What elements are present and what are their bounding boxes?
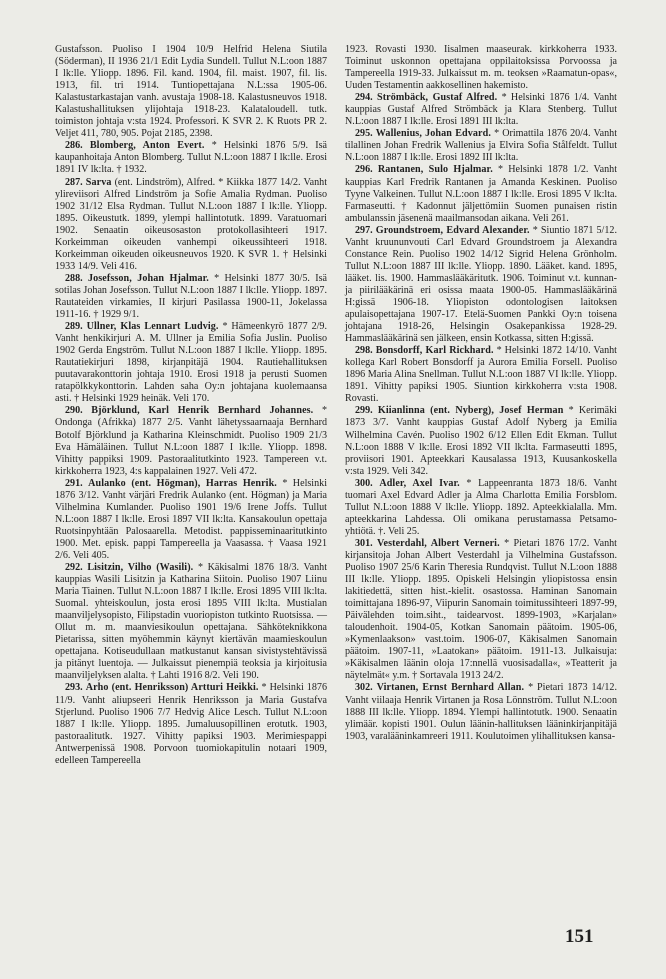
entry-number: 287. bbox=[65, 176, 83, 188]
biography-entry bbox=[345, 92, 617, 128]
entry-name: Strömbäck, Gustaf Alfred. bbox=[376, 92, 498, 104]
entry-text: * Helsinki 1872 14/10. Vanht kollega Karl Robert Bonsdorff ja Aurora Emilia Forsell. Puoliso 1896 Maria Alina Snellman. Tullut N.L:oon 1887 VI lk:lle. Yliopp. 1891. Vihitty papiksi 1905. Siuntion kirkkoherra v:sta 1908. Rovasti. bbox=[345, 345, 617, 405]
entry-name: Ullner, Klas Lennart Ludvig. bbox=[86, 321, 219, 333]
entry-number: 289. bbox=[65, 321, 83, 333]
entry-text: * Orimattila 1876 20/4. Vanht tilallinen Johan Fredrik Wallenius ja Elvira Sofia Stålfeldt. Tullut N.L:oon 1887 I lk:lle. Erosi 1892 III lk:lta. bbox=[345, 128, 617, 164]
entry-continuation bbox=[345, 44, 617, 92]
entry-number: 302. bbox=[355, 682, 373, 694]
entry-name: Groundstroem, Edvard Alexander. bbox=[375, 224, 530, 236]
entry-number: 292. bbox=[65, 562, 83, 574]
entry-text: * Hämeenkyrö 1877 2/9. Vanht henkikirjuri A. M. Ullner ja Emilia Sofia Juslin. Puoliso 1902 Gerda Engström. Tullut N.L:oon 1887 I lk:lle. Yliopp. 1895. Rautatiekirjuri 1898, kirjanpitäjä 1904. Rautiehallituksen puutavarakonttorin johtaja 1910. Erosi 1918 ja perusti Suomen ratapölkkykonttorin. Lahden saha Oy:n johtajana kuolemaansa asti. † Helsinki 1929 heinäk. Veli 170. bbox=[55, 321, 327, 405]
entry-number: 296. bbox=[355, 164, 373, 176]
biography-entry bbox=[345, 538, 617, 683]
entry-number: 288. bbox=[65, 272, 83, 284]
right-column bbox=[345, 44, 617, 743]
page-number: 151 bbox=[565, 926, 594, 947]
entry-number: 298. bbox=[355, 345, 373, 357]
entry-number: 286. bbox=[65, 140, 83, 152]
entry-name: Björklund, Karl Henrik Bernhard Johannes. bbox=[91, 405, 314, 417]
entry-text: * Helsinki 1877 30/5. Isä sotilas Johan Josefsson. Tullut N.L:oon 1887 I lk:lle. Yliopp. 1897. Rautateiden virkamies, II kirjuri Pasilassa 1900-11, Jokelassa 1911-16. † 1929 9/1. bbox=[55, 272, 327, 321]
entry-text: * Helsinki 1876 5/9. Isä kaupanhoitaja Anton Blomberg. Tullut N.L:oon 1887 I lk:lle. Erosi 1891 IV lk:lta. † 1932. bbox=[55, 140, 327, 176]
entry-name: Vesterdahl, Albert Verneri. bbox=[377, 537, 500, 549]
entry-name: Virtanen, Ernst Bernhard Allan. bbox=[376, 682, 525, 694]
entry-name: Lisitzin, Vilho (Wasili). bbox=[87, 562, 194, 574]
entry-name: Sarva bbox=[85, 176, 112, 188]
entry-number: 299. bbox=[355, 405, 373, 417]
biography-entry bbox=[345, 345, 617, 405]
entry-name: Josefsson, Johan Hjalmar. bbox=[87, 272, 209, 284]
entry-text: 1923. Rovasti 1930. Iisalmen maaseurak. kirkkoherra 1933. Toiminut uskonnon opettajana oppilaitoksissa Porvoossa ja Tampereella 1919-33. Julkaissut m. m. teoksen »Raamatun-opas«, Uuden Testamentin aakkosellinen hakemisto. bbox=[345, 44, 617, 92]
entry-text: * Helsinki 1878 1/2. Vanht kauppias Karl Fredrik Rantanen ja Amanda Keskinen. Puoliso Tyyne Valkeinen. Tullut N.L:oon 1887 I lk:lle. Erosi 1895 V lk:lta. Farmaseutti. † Kadonnut jäljettömiin Suomen punaisen ristin ambulanssin jäsenenä maailmansodan aikana. Veli 261. bbox=[345, 164, 618, 224]
entry-name: Rantanen, Sulo Hjalmar. bbox=[377, 164, 493, 176]
entry-text: * Käkisalmi 1876 18/3. Vanht kauppias Wasili Lisitzin ja Katharina Siitoin. Puoliso 1907 Liinu Maria Tiainen. Tullut N.L:oon 1887 I lk:lle. Erosi 1895 VIII lk:lta. Suomal. yhteiskoulun, josta erosi 1895 VIII lk:lta. Mustialan maanviljelysopisto, Filipstadin vuoriopiston tutkinto Ruotsissa. — Ollut m. m. maanviesikoulun opettajana. Sähköteknikkona Pietarissa, sitten myöhemmin käynyt kiertävän maamieskoulun opettajana. Kotiseudullaan matkustanut kansan sivistystehtävissä ja pitänyt luentoja. — Julkaissut pienempiä teoksia ja kirjoitusia maanviljelyksen alalta. † Lahti 1916 8/2. Veli 190. bbox=[55, 562, 328, 682]
biography-entry bbox=[55, 682, 327, 766]
entry-number: 295. bbox=[355, 128, 373, 140]
entry-name: Kiianlinna (ent. Nyberg), Josef Herman bbox=[377, 405, 564, 417]
left-column bbox=[55, 44, 327, 767]
entry-text: Gustafsson. Puoliso I 1904 10/9 Helfrid Helena Siutila (Söderman), II 1936 21/1 Edit Lydia Sundell. Tullut N.L:oon 1887 I lk:lle. Yliopp. 1896. Fil. kand. 1904, fil. maist. 1907, fil. lis. 1913, fil. tri 1914. Tuntiopettajana N.L:ssa 1905-06. Kalastustarkastajan vanh. avustaja 1908-18. Kalastusneuvos 1918. Kalastushallituksen ylijohtaja 1918-23. Kalataloudell. tutk. toimiston johtaja v:sta 1924. Professori. K SVR 2. K Ruots PR 2. Veljet 411, 780, 905. Pojat 2185, 2398. bbox=[55, 44, 327, 140]
entry-text: * Helsinki 1876 3/12. Vanht värjäri Fredrik Aulanko (ent. Högman) ja Maria Vilhelmina Kumlander. Puoliso 1901 19/6 Irene Joffs. Tullut N.L:oon 1887 I lk:lle. Erosi 1897 VII lk:lta. Kansakoulun opettaja Ruotsinpyhtään Palosaarella. Metodist. pappisseminaaritutkinto 1900. Met. episk. pappi Tampereella ja Vaasassa. † Vaasa 1921 2/6. Veli 405. bbox=[55, 477, 328, 561]
entry-number: 300. bbox=[355, 477, 373, 489]
entry-name: Blomberg, Anton Evert. bbox=[89, 140, 205, 152]
biography-entry bbox=[55, 478, 327, 562]
biography-entry bbox=[345, 405, 617, 477]
biography-entry bbox=[55, 273, 327, 321]
biography-entry bbox=[55, 405, 327, 477]
entry-number: 294. bbox=[355, 92, 373, 104]
entry-name: Aulanko (ent. Högman), Harras Henrik. bbox=[88, 477, 277, 489]
entry-number: 293. bbox=[65, 682, 83, 694]
entry-number: 297. bbox=[355, 224, 373, 236]
biography-entry bbox=[345, 225, 617, 345]
entry-text: * Kerimäki 1873 3/7. Vanht kauppias Gustaf Adolf Nyberg ja Emilia Wilhelmina Cavén. Puoliso 1902 6/12 Ellen Edit Ekman. Tullut N.L:oon 1888 V lk:lle. Erosi 1892 VII lk:lta. Farmaseutti 1895, proviisori 1901. Apteekkari Kausalassa 1913, Kuusankoskella v:sta 1929. Veli 342. bbox=[345, 405, 617, 477]
entry-text: (ent. Lindström), Alfred. * Kiikka 1877 14/2. Vanht ylireviisori Alfred Lindström ja Sofie Amalia Rydman. Puoliso 1902 31/12 Elsa Rydman. Tullut N.L:oon 1887 I lk:lle. Yliopp. 1895. Oikeustutk. 1899, ylempi hallintotutk. 1899. Varatuomari 1902. Senaatin oikeusosaston protokollasihteeri 1917. Korkeimman oikeuden vanhempi oikeussihteeri 1918. Korkeimman oikeuden oikeusneuvos 1920. K SVR 1. † Helsinki 1933 14/9. Veli 416. bbox=[55, 176, 328, 272]
entry-text: * Lappeenranta 1873 18/6. Vanht tuomari Axel Edvard Adler ja Alma Charlotta Emilia Forsblom. Tullut N.L:oon 1888 V lk:lle. Yliopp. 1892. Apteekkialalla. Mm. apteekkarina Lahdessa. Oli omikana perustamassa Petsamo-yhtiötä. †. Veli 25. bbox=[345, 477, 617, 537]
biography-entry bbox=[55, 177, 327, 273]
biography-entry bbox=[55, 562, 327, 682]
entry-text: * Ondonga (Afrikka) 1877 2/5. Vanht lähetyssaarnaaja Bernhard Botolf Björklund ja Katharina Kleinschmidt. Puoliso 1909 21/3 Eva Hämäläinen. Tullut N.L:oon 1887 I lk:lle. Yliopp. 1898. Vihitty pappiksi 1909. Pastoraalitutkinto 1923. Tampereen v.t. kirkkoherra 1923, 4:s kappalainen 1927. Veli 472. bbox=[55, 405, 327, 477]
entry-text: * Helsinki 1876 11/9. Vanht aliupseeri Henrik Henriksson ja Maria Gustafva Stjerlund. Puoliso 1906 7/7 Hedvig Alice Lesch. Tullut N.L:oon 1887 I lk:lle. Yliopp. 1895. Jumaluusopillinen erotutk. 1903, pastoraalitutk. 1927. Vihitty papiksi 1903. Merimiespappi Antwerpenissä 1908. Porvoon tuomiokapitulin notaari 1909, edelleen Tampereella bbox=[55, 682, 327, 766]
entry-text: * Pietari 1873 14/12. Vanht viilaaja Henrik Virtanen ja Rosa Lönnström. Tullut N.L:oon 1888 III lk:lle. Yliopp. 1894. Ylempi hallintotutk. 1900. Senaatin ylimäär. kopisti 1901. Oulun läänin-hallituksen lääninkirjanpitäjä 1903, varalääninkamreeri 1911. Koulutoimen ylihallituksen kansa- bbox=[345, 682, 617, 742]
biography-entry bbox=[55, 321, 327, 405]
entry-name: Bonsdorff, Karl Rickhard. bbox=[375, 345, 494, 357]
entry-text: * Pietari 1876 17/2. Vanht kirjansitoja Johan Albert Vesterdahl ja Vilhelmina Gustafsson. Puoliso 1907 25/6 Karin Theresia Rundqvist. Tullut N.L:oon 1888 III lk:lle. Yliopp. 1895. Opiskeli Helsingin yliopistossa ensin lakitiedettä, sitten hist.-kielit. osastossa. Haminan Sanomain toimittajana 1896-97, Viipurin Sanomain toimitussihteeri 1897-99, Päivälehden toim.siht., taidearvost. 1899-1903, »Karjalan» taloudenhoit. 1904-05, Kotkan Sanomain päätoim. 1905-06, »Kymenlaakson» vast.toim. 1906-07, Käkisalmen Sanomain päätoim. 1907-11, »Laatokan» päätoim. 1911-13. Julkaisuja: »Käkisalmen läänin oloja 17:nnellä vuosisadalla«, »Teatterit ja näytelmät« y.m. † Sortavala 1913 24/2. bbox=[345, 537, 617, 682]
entry-continuation bbox=[55, 44, 327, 140]
biography-entry bbox=[345, 478, 617, 538]
entry-name: Wallenius, Johan Edvard. bbox=[375, 128, 491, 140]
entry-name: Arho (ent. Henriksson) Artturi Heikki. bbox=[85, 682, 259, 694]
entry-number: 291. bbox=[65, 477, 83, 489]
entry-name: Adler, Axel Ivar. bbox=[379, 477, 460, 489]
entry-text: * Siuntio 1871 5/12. Vanht kruununvouti Carl Edvard Groundstroem ja Alexandra Constance Rein. Puoliso 1902 14/12 Sigrid Helena Grönholm. Tullut N.L:oon 1887 III lk:lle. Yliopp. 1890. Lääket. kand. 1895, lääket. lis. 1900. Hammaslääkäritutk. 1906. Toiminut v.t. kunnan- ja piirilääkärinä eri osissa maata 1900-05. Hammaslääkärinä H:gissä 1906-18. Yliopiston odontologisen laitoksen apulaisopettajana 1907-17. Etelä-Suomen Pankki Oy:n toisena johtajana 1918-26, Helsingin Osakepankissa 1928-29. Hammaslääkärinä sen jälkeen, ensin Kotkassa, sitten H:gissä. bbox=[345, 224, 617, 345]
entry-number: 290. bbox=[65, 405, 83, 417]
entry-text: * Helsinki 1876 1/4. Vanht kauppias Gustaf Alfred Strömbäck ja Klara Stenberg. Tullut N.L:oon 1887 I lk:lle. Erosi 1891 III lk:lta. bbox=[345, 92, 617, 128]
biography-entry bbox=[55, 140, 327, 176]
biography-entry bbox=[345, 164, 617, 224]
biography-entry bbox=[345, 682, 617, 742]
biography-entry bbox=[345, 128, 617, 164]
entry-number: 301. bbox=[355, 537, 373, 549]
